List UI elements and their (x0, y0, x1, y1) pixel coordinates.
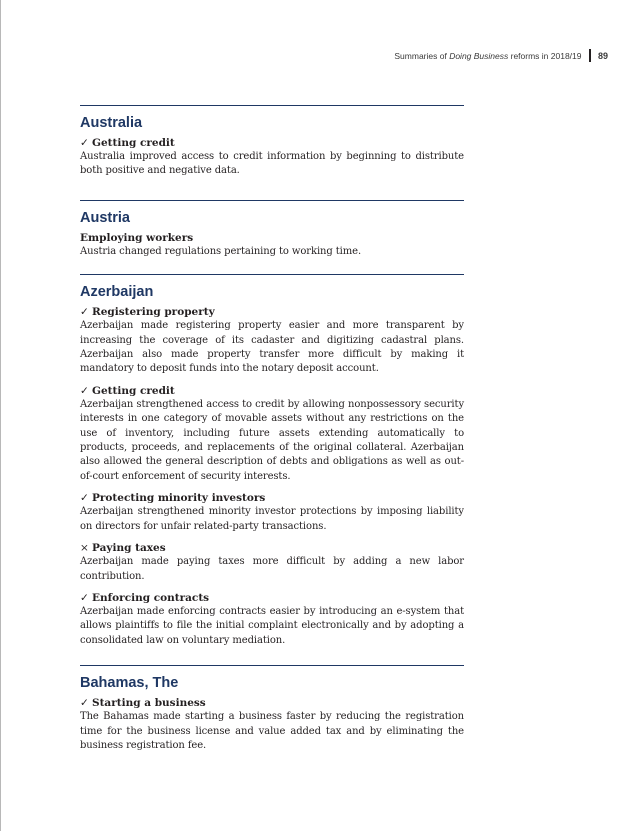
reform-title (80, 591, 464, 605)
country-heading: Azerbaijan (80, 284, 154, 301)
reform-item (80, 384, 464, 484)
reform-title (80, 491, 464, 505)
reform-title-text: Getting credit (92, 384, 175, 397)
reform-description: Azerbaijan made registering property easier and more transparent by increasing the coverage of its cadaster and digitizing cadastral plans. Azerbaijan also made property transfer more difficult by making it mandatory to deposit funds into the notary deposit account. (80, 320, 464, 375)
reform-item (80, 696, 464, 753)
running-header (394, 49, 608, 62)
page-edge-rule (0, 0, 1, 831)
reform-item (80, 136, 464, 179)
check-icon: ✓ (80, 306, 89, 319)
country-heading: Austria (80, 209, 130, 226)
reform-description: Azerbaijan strengthened minority investor protections by imposing liability on directors for unfair related-party transactions. (80, 506, 464, 532)
reform-title (80, 384, 464, 398)
country-section-bahamas (80, 665, 464, 753)
check-icon: ✓ (80, 492, 89, 505)
cross-icon: × (80, 542, 89, 555)
reform-title (80, 231, 464, 245)
reform-title (80, 541, 464, 555)
running-header-title (394, 51, 581, 61)
reform-description: The Bahamas made starting a business faster by reducing the registration time for the business license and value added tax and by eliminating the business registration fee. (80, 711, 464, 751)
main-content (80, 105, 464, 760)
reform-title (80, 305, 464, 319)
reform-item (80, 491, 464, 534)
reform-title-text: Employing workers (80, 231, 194, 244)
reform-title (80, 136, 464, 150)
country-section-australia (80, 105, 464, 179)
reform-description: Australia improved access to credit information by beginning to distribute both positive and negative data. (80, 151, 464, 177)
country-section-austria (80, 200, 464, 259)
check-icon: ✓ (80, 137, 89, 149)
reform-item (80, 231, 464, 259)
page-number: 89 (597, 50, 608, 61)
reform-description: Azerbaijan strengthened access to credit by allowing nonpossessory security interests in one category of movable assets without any restrictions on the use of inventory, including future assets extending automatically to products, proceeds, and replacements of the original collateral. Azerbaijan also allowed the general description of debts and obligations as well as out-of-court enforcement of security interests. (80, 398, 464, 482)
header-text-italic: Doing Business (449, 50, 509, 61)
check-icon: ✓ (80, 591, 89, 604)
reform-description: Azerbaijan made enforcing contracts easier by introducing an e-system that allows plaintiffs to file the initial complaint electronically and by adopting a consolidated law on voluntary mediation. (80, 605, 464, 646)
reform-item (80, 541, 464, 584)
reform-title-text: Getting credit (92, 137, 175, 149)
header-separator (589, 49, 591, 62)
header-text-before: Summaries of (394, 50, 450, 61)
reform-title-text: Registering property (92, 306, 215, 319)
country-heading: Australia (80, 115, 143, 131)
reform-item (80, 591, 464, 648)
reform-item (80, 305, 464, 377)
reform-description: Austria changed regulations pertaining to working time. (80, 245, 362, 257)
reform-description: Azerbaijan made paying taxes more difficult by adding a new labor contribution. (80, 556, 464, 582)
country-section-azerbaijan (80, 274, 464, 648)
reform-title-text: Starting a business (92, 697, 206, 710)
check-icon: ✓ (80, 384, 89, 397)
country-heading: Bahamas, The (80, 675, 179, 692)
reform-title-text: Enforcing contracts (92, 591, 210, 604)
reform-title (80, 696, 464, 710)
check-icon: ✓ (80, 697, 89, 710)
reform-title-text: Protecting minority investors (92, 492, 266, 505)
header-text-after: reforms in 2018/19 (508, 50, 582, 61)
reform-title-text: Paying taxes (92, 542, 166, 555)
